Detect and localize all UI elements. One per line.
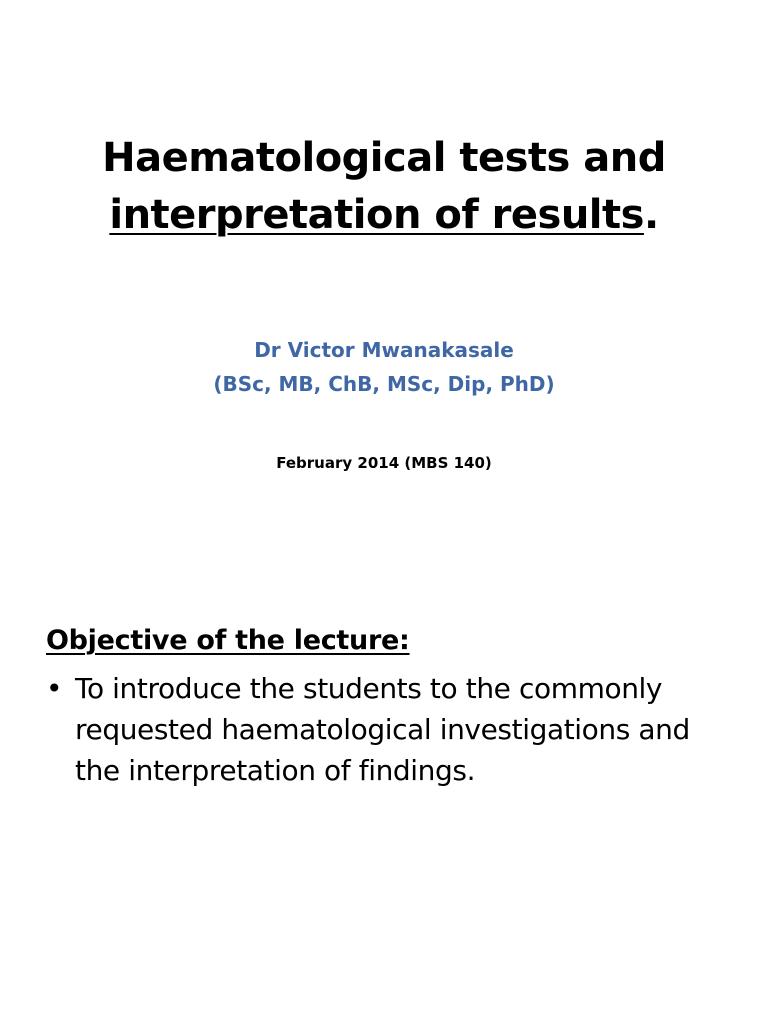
slide-title [0, 130, 768, 244]
title-line-2-underlined: interpretation of results [109, 192, 644, 238]
title-line-1: Haematological tests and [102, 135, 666, 181]
objective-heading: Objective of the lecture: [46, 625, 410, 656]
author-credentials: (BSc, MB, ChB, MSc, Dip, PhD) [213, 372, 555, 396]
objective-bullet-text: To introduce the students to the commonly requested haematological investigations and the interpretation of findings. [75, 672, 690, 787]
objective-bullet-list [46, 668, 736, 791]
title-line-2-suffix: . [643, 192, 659, 238]
author-name: Dr Victor Mwanakasale [254, 338, 514, 362]
bullet-marker: • [46, 672, 63, 705]
author-block [0, 333, 768, 401]
date-line: February 2014 (MBS 140) [276, 454, 492, 472]
objective-bullet-item [46, 668, 736, 791]
